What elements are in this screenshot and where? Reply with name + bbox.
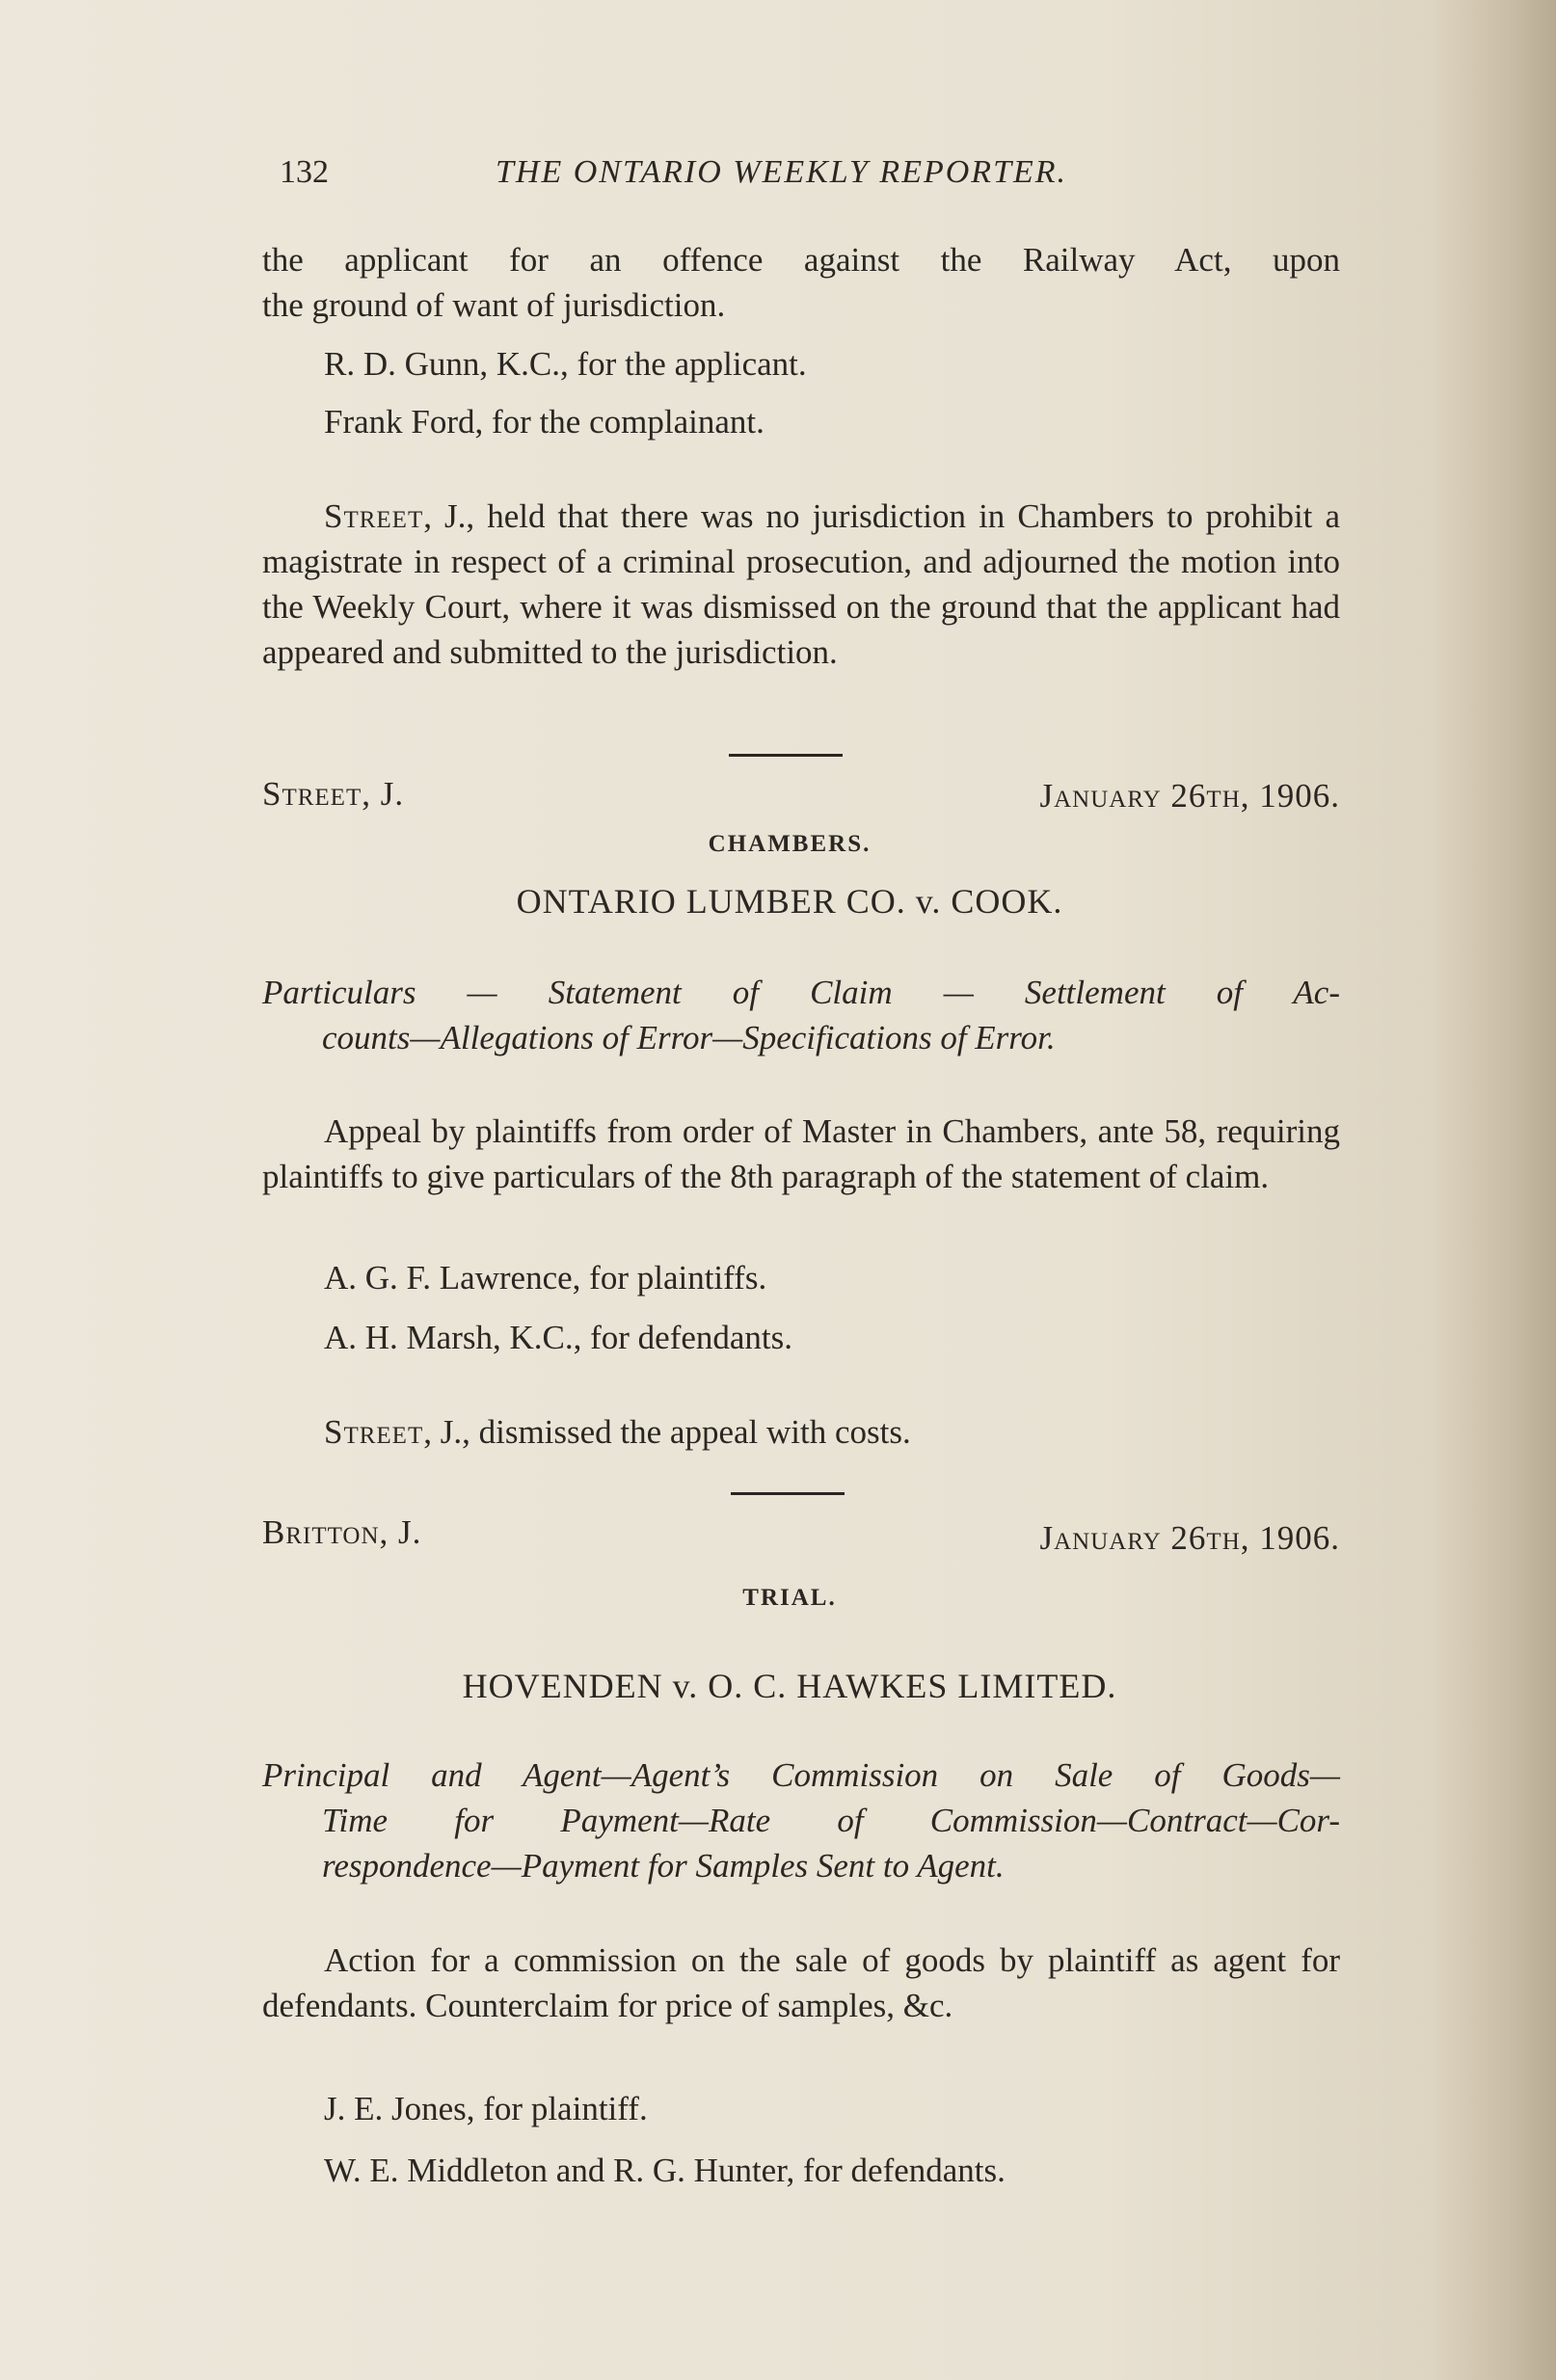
case1-headnote — [262, 970, 1340, 1060]
counsel-line: R. D. Gunn, K.C., for the applicant. — [324, 345, 807, 383]
judge-name: Street — [324, 1413, 424, 1451]
prev-case-line: the applicant for an offence against the Railway Act, upon — [262, 241, 1340, 279]
running-header — [262, 154, 1340, 202]
case2-date: January 26th, 1906. — [1039, 1519, 1340, 1557]
case2-headnote — [262, 1752, 1340, 1888]
case2-summary: Action for a commission on the sale of goods by plaintiff as agent for defendants. Counterclaim for price of samples, &c. — [262, 1941, 1340, 2024]
counsel-line: A. G. F. Lawrence, for plaintiffs. — [324, 1259, 767, 1297]
judge-name: Street — [324, 497, 424, 535]
section-divider — [729, 754, 843, 757]
page-number: 132 — [280, 154, 329, 190]
counsel-line: A. H. Marsh, K.C., for defendants. — [324, 1319, 793, 1356]
journal-title: THE ONTARIO WEEKLY REPORTER. — [496, 154, 1068, 190]
judgment-text: , J., held that there was no jurisdiction in Chambers to prohibit a magistrate in respect of a criminal prosecution, and adjourned the motion into the Weekly Court, where it was dismissed on the ground that the applicant had appeared and submitted to the jurisdiction. — [262, 497, 1340, 671]
case1-date: January 26th, 1906. — [1039, 777, 1340, 815]
headnote-line: counts—Allegations of Error—Specifications of Error. — [322, 1019, 1056, 1056]
counsel-line: Frank Ford, for the complainant. — [324, 403, 765, 441]
case1-judge: Street, J. — [262, 775, 405, 813]
case1-summary: Appeal by plaintiffs from order of Master in Chambers, ante 58, requiring plaintiffs to give particulars of the 8th paragraph of the statement of claim. — [262, 1112, 1340, 1195]
prev-case-judgment — [262, 494, 1340, 675]
headnote-line: Principal and Agent—Agent’s Commission on Sale of Goods— — [262, 1756, 1340, 1794]
headnote-line: respondence—Payment for Samples Sent to Agent. — [322, 1847, 1005, 1885]
case1-judgment — [262, 1409, 1340, 1455]
case2-court: TRIAL. — [742, 1585, 837, 1611]
counsel-line: W. E. Middleton and R. G. Hunter, for defendants. — [324, 2152, 1006, 2189]
prev-case-line: the ground of want of jurisdiction. — [262, 286, 726, 324]
case2-judge: Britton, J. — [262, 1513, 422, 1551]
case1-title: ONTARIO LUMBER CO. v. COOK. — [516, 882, 1063, 921]
judgment-text: , J., dismissed the appeal with costs. — [423, 1413, 911, 1451]
prev-case-text — [262, 237, 1340, 328]
section-divider — [731, 1492, 845, 1495]
case1-court: CHAMBERS. — [708, 831, 872, 857]
headnote-line: Particulars — Statement of Claim — Settlement of Ac- — [262, 974, 1340, 1011]
headnote-line: Time for Payment—Rate of Commission—Contract—Cor- — [322, 1802, 1340, 1839]
counsel-line: J. E. Jones, for plaintiff. — [324, 2090, 648, 2127]
case2-title: HOVENDEN v. O. C. HAWKES LIMITED. — [462, 1667, 1117, 1705]
